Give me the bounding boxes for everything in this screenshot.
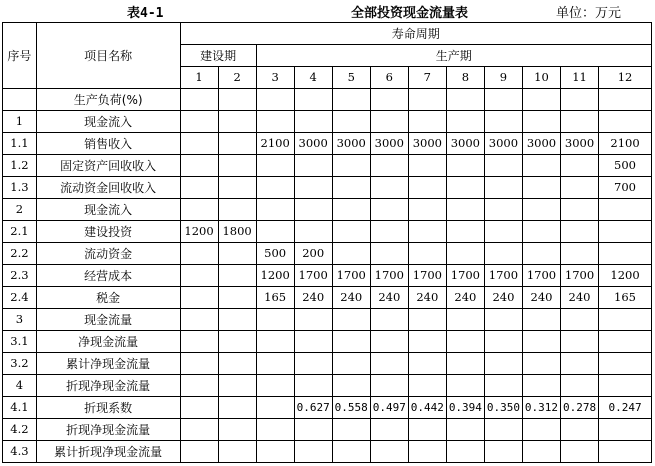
value-cell: 240 xyxy=(408,287,446,309)
value-cell xyxy=(599,111,652,133)
year-header: 2 xyxy=(218,67,256,89)
value-cell xyxy=(599,221,652,243)
table-row xyxy=(3,287,652,309)
year-header: 1 xyxy=(180,67,218,89)
value-cell xyxy=(256,221,294,243)
value-cell: 1700 xyxy=(332,265,370,287)
year-header: 10 xyxy=(522,67,560,89)
value-cell xyxy=(256,155,294,177)
value-cell xyxy=(180,309,218,331)
value-cell xyxy=(561,331,599,353)
value-cell: 240 xyxy=(446,287,484,309)
year-header: 4 xyxy=(294,67,332,89)
row-name: 现金流入 xyxy=(36,111,180,133)
value-cell xyxy=(370,89,408,111)
lifecycle-header: 寿命周期 xyxy=(180,23,651,45)
value-cell xyxy=(446,155,484,177)
value-cell xyxy=(256,177,294,199)
table-row xyxy=(3,243,652,265)
row-seq: 1.3 xyxy=(3,177,37,199)
value-cell xyxy=(332,111,370,133)
row-seq: 2.4 xyxy=(3,287,37,309)
value-cell xyxy=(370,309,408,331)
value-cell xyxy=(408,375,446,397)
value-cell: 0.350 xyxy=(484,397,522,419)
value-cell xyxy=(561,441,599,463)
value-cell: 200 xyxy=(294,243,332,265)
value-cell xyxy=(218,89,256,111)
value-cell: 0.247 xyxy=(599,397,652,419)
row-name: 现金流入 xyxy=(36,199,180,221)
value-cell xyxy=(294,155,332,177)
value-cell xyxy=(561,221,599,243)
value-cell: 1700 xyxy=(408,265,446,287)
cash-flow-table xyxy=(2,22,652,463)
value-cell: 0.558 xyxy=(332,397,370,419)
value-cell xyxy=(332,353,370,375)
value-cell xyxy=(294,375,332,397)
value-cell xyxy=(484,111,522,133)
year-header: 8 xyxy=(446,67,484,89)
row-seq: 2 xyxy=(3,199,37,221)
value-cell xyxy=(408,199,446,221)
row-seq: 2.1 xyxy=(3,221,37,243)
value-cell xyxy=(218,155,256,177)
value-cell xyxy=(561,375,599,397)
value-cell xyxy=(332,243,370,265)
value-cell xyxy=(446,177,484,199)
value-cell: 1800 xyxy=(218,221,256,243)
value-cell: 240 xyxy=(484,287,522,309)
value-cell xyxy=(332,309,370,331)
value-cell xyxy=(522,199,560,221)
value-cell: 2100 xyxy=(256,133,294,155)
value-cell: 240 xyxy=(370,287,408,309)
value-cell: 3000 xyxy=(332,133,370,155)
value-cell xyxy=(561,199,599,221)
value-cell xyxy=(370,331,408,353)
value-cell: 1700 xyxy=(446,265,484,287)
value-cell xyxy=(408,89,446,111)
row-seq: 1.1 xyxy=(3,133,37,155)
value-cell xyxy=(218,397,256,419)
value-cell xyxy=(408,419,446,441)
value-cell xyxy=(294,331,332,353)
value-cell: 3000 xyxy=(484,133,522,155)
value-cell xyxy=(294,89,332,111)
value-cell xyxy=(370,221,408,243)
value-cell xyxy=(218,199,256,221)
value-cell: 2100 xyxy=(599,133,652,155)
value-cell: 3000 xyxy=(408,133,446,155)
value-cell: 1700 xyxy=(522,265,560,287)
value-cell xyxy=(218,177,256,199)
table-body xyxy=(3,89,652,463)
value-cell xyxy=(180,397,218,419)
value-cell xyxy=(484,155,522,177)
value-cell xyxy=(218,287,256,309)
value-cell xyxy=(180,243,218,265)
value-cell xyxy=(256,331,294,353)
table-row xyxy=(3,265,652,287)
value-cell: 1200 xyxy=(180,221,218,243)
value-cell xyxy=(218,375,256,397)
table-row xyxy=(3,89,652,111)
row-name: 现金流量 xyxy=(36,309,180,331)
value-cell xyxy=(294,441,332,463)
value-cell xyxy=(256,419,294,441)
value-cell xyxy=(599,441,652,463)
row-seq: 4.2 xyxy=(3,419,37,441)
value-cell xyxy=(332,155,370,177)
value-cell: 3000 xyxy=(522,133,560,155)
value-cell xyxy=(408,221,446,243)
value-cell xyxy=(408,155,446,177)
header-row-lifecycle xyxy=(3,23,652,45)
value-cell xyxy=(256,111,294,133)
value-cell xyxy=(180,155,218,177)
value-cell xyxy=(599,331,652,353)
value-cell xyxy=(561,155,599,177)
value-cell xyxy=(522,441,560,463)
value-cell xyxy=(180,133,218,155)
value-cell: 0.394 xyxy=(446,397,484,419)
value-cell: 3000 xyxy=(294,133,332,155)
row-name: 折现净现金流量 xyxy=(36,419,180,441)
value-cell xyxy=(332,199,370,221)
value-cell xyxy=(180,331,218,353)
value-cell: 240 xyxy=(522,287,560,309)
value-cell xyxy=(180,89,218,111)
value-cell xyxy=(599,89,652,111)
value-cell xyxy=(180,287,218,309)
value-cell xyxy=(294,419,332,441)
value-cell xyxy=(522,221,560,243)
value-cell: 165 xyxy=(256,287,294,309)
value-cell xyxy=(294,199,332,221)
row-seq: 4.3 xyxy=(3,441,37,463)
value-cell xyxy=(408,331,446,353)
value-cell xyxy=(332,375,370,397)
value-cell xyxy=(446,111,484,133)
row-seq: 3 xyxy=(3,309,37,331)
value-cell xyxy=(370,243,408,265)
value-cell xyxy=(294,309,332,331)
value-cell xyxy=(294,111,332,133)
year-header: 9 xyxy=(484,67,522,89)
value-cell xyxy=(408,353,446,375)
table-title: 全部投资现金流量表 xyxy=(351,6,469,21)
value-cell xyxy=(180,177,218,199)
row-seq: 4.1 xyxy=(3,397,37,419)
value-cell xyxy=(561,353,599,375)
value-cell xyxy=(370,199,408,221)
row-name: 生产负荷(%) xyxy=(36,89,180,111)
value-cell xyxy=(484,441,522,463)
table-row xyxy=(3,111,652,133)
table-row xyxy=(3,309,652,331)
row-name: 累计净现金流量 xyxy=(36,353,180,375)
value-cell xyxy=(446,309,484,331)
value-cell xyxy=(180,441,218,463)
table-row xyxy=(3,441,652,463)
value-cell xyxy=(332,221,370,243)
value-cell xyxy=(561,177,599,199)
table-id: 表4-1 xyxy=(127,6,164,21)
value-cell xyxy=(370,375,408,397)
value-cell xyxy=(294,177,332,199)
value-cell xyxy=(484,199,522,221)
value-cell xyxy=(408,111,446,133)
value-cell xyxy=(332,331,370,353)
year-header: 6 xyxy=(370,67,408,89)
value-cell: 0.312 xyxy=(522,397,560,419)
value-cell xyxy=(180,111,218,133)
year-header: 11 xyxy=(561,67,599,89)
table-row xyxy=(3,221,652,243)
value-cell xyxy=(599,375,652,397)
value-cell xyxy=(522,419,560,441)
value-cell xyxy=(561,419,599,441)
value-cell xyxy=(599,309,652,331)
year-header: 7 xyxy=(408,67,446,89)
row-name: 建设投资 xyxy=(36,221,180,243)
value-cell xyxy=(256,309,294,331)
construction-header: 建设期 xyxy=(180,45,256,67)
value-cell xyxy=(218,133,256,155)
value-cell xyxy=(408,243,446,265)
value-cell xyxy=(484,177,522,199)
value-cell: 1700 xyxy=(484,265,522,287)
row-name: 净现金流量 xyxy=(36,331,180,353)
value-cell xyxy=(180,375,218,397)
row-seq: 3.1 xyxy=(3,331,37,353)
value-cell xyxy=(256,397,294,419)
value-cell: 0.278 xyxy=(561,397,599,419)
value-cell: 700 xyxy=(599,177,652,199)
value-cell: 165 xyxy=(599,287,652,309)
value-cell xyxy=(484,419,522,441)
value-cell xyxy=(218,353,256,375)
value-cell xyxy=(370,441,408,463)
value-cell xyxy=(256,199,294,221)
value-cell xyxy=(561,111,599,133)
value-cell xyxy=(522,375,560,397)
value-cell xyxy=(522,331,560,353)
value-cell xyxy=(484,243,522,265)
value-cell xyxy=(408,441,446,463)
row-name: 销售收入 xyxy=(36,133,180,155)
row-seq: 4 xyxy=(3,375,37,397)
value-cell xyxy=(256,89,294,111)
value-cell xyxy=(522,155,560,177)
value-cell xyxy=(218,441,256,463)
row-seq xyxy=(3,89,37,111)
row-name: 累计折现净现金流量 xyxy=(36,441,180,463)
value-cell xyxy=(561,309,599,331)
value-cell: 0.442 xyxy=(408,397,446,419)
value-cell xyxy=(446,199,484,221)
row-name: 折现净现金流量 xyxy=(36,375,180,397)
unit-label: 单位：万元 xyxy=(556,6,622,21)
value-cell xyxy=(446,243,484,265)
row-name: 流动资金回收收入 xyxy=(36,177,180,199)
value-cell xyxy=(446,331,484,353)
row-seq: 2.2 xyxy=(3,243,37,265)
value-cell xyxy=(522,353,560,375)
table-row xyxy=(3,177,652,199)
value-cell: 240 xyxy=(561,287,599,309)
value-cell xyxy=(256,375,294,397)
value-cell xyxy=(522,309,560,331)
value-cell: 3000 xyxy=(446,133,484,155)
value-cell xyxy=(294,221,332,243)
table-row xyxy=(3,331,652,353)
table-row xyxy=(3,397,652,419)
value-cell xyxy=(408,177,446,199)
value-cell xyxy=(522,243,560,265)
table-row xyxy=(3,199,652,221)
row-name: 折现系数 xyxy=(36,397,180,419)
value-cell xyxy=(370,419,408,441)
table-row xyxy=(3,419,652,441)
value-cell xyxy=(370,353,408,375)
year-header: 3 xyxy=(256,67,294,89)
production-header: 生产期 xyxy=(256,45,651,67)
value-cell: 0.627 xyxy=(294,397,332,419)
value-cell xyxy=(370,111,408,133)
table-row xyxy=(3,155,652,177)
row-seq: 1 xyxy=(3,111,37,133)
value-cell xyxy=(522,111,560,133)
value-cell xyxy=(561,89,599,111)
value-cell xyxy=(370,155,408,177)
value-cell xyxy=(218,309,256,331)
table-row xyxy=(3,133,652,155)
value-cell: 240 xyxy=(294,287,332,309)
value-cell xyxy=(446,353,484,375)
value-cell xyxy=(180,353,218,375)
row-name: 税金 xyxy=(36,287,180,309)
document-header xyxy=(0,0,655,22)
value-cell xyxy=(599,353,652,375)
value-cell xyxy=(218,243,256,265)
row-name: 经营成本 xyxy=(36,265,180,287)
value-cell xyxy=(599,199,652,221)
value-cell: 1200 xyxy=(256,265,294,287)
value-cell xyxy=(256,353,294,375)
value-cell xyxy=(256,441,294,463)
value-cell xyxy=(484,375,522,397)
row-name: 流动资金 xyxy=(36,243,180,265)
value-cell: 1200 xyxy=(599,265,652,287)
value-cell xyxy=(218,111,256,133)
value-cell: 1700 xyxy=(561,265,599,287)
value-cell: 1700 xyxy=(370,265,408,287)
value-cell xyxy=(218,265,256,287)
row-seq: 3.2 xyxy=(3,353,37,375)
row-name: 固定资产回收收入 xyxy=(36,155,180,177)
value-cell: 500 xyxy=(599,155,652,177)
seq-header: 序号 xyxy=(3,23,37,89)
value-cell: 0.497 xyxy=(370,397,408,419)
table-row xyxy=(3,375,652,397)
value-cell xyxy=(294,353,332,375)
value-cell xyxy=(180,419,218,441)
year-header: 5 xyxy=(332,67,370,89)
value-cell xyxy=(446,441,484,463)
value-cell xyxy=(522,89,560,111)
value-cell xyxy=(446,375,484,397)
value-cell: 3000 xyxy=(561,133,599,155)
value-cell xyxy=(484,331,522,353)
value-cell xyxy=(218,419,256,441)
value-cell xyxy=(484,353,522,375)
table-row xyxy=(3,353,652,375)
value-cell xyxy=(522,177,560,199)
value-cell xyxy=(446,89,484,111)
value-cell xyxy=(561,243,599,265)
value-cell xyxy=(332,441,370,463)
value-cell xyxy=(370,177,408,199)
value-cell: 500 xyxy=(256,243,294,265)
value-cell: 240 xyxy=(332,287,370,309)
value-cell: 1700 xyxy=(294,265,332,287)
value-cell xyxy=(180,199,218,221)
year-header: 12 xyxy=(599,67,652,89)
value-cell xyxy=(446,419,484,441)
value-cell xyxy=(218,331,256,353)
value-cell xyxy=(332,89,370,111)
value-cell xyxy=(180,265,218,287)
row-seq: 2.3 xyxy=(3,265,37,287)
value-cell xyxy=(332,419,370,441)
value-cell xyxy=(484,89,522,111)
value-cell xyxy=(599,243,652,265)
value-cell xyxy=(332,177,370,199)
value-cell xyxy=(599,419,652,441)
value-cell xyxy=(408,309,446,331)
value-cell xyxy=(484,221,522,243)
value-cell xyxy=(446,221,484,243)
value-cell xyxy=(484,309,522,331)
value-cell: 3000 xyxy=(370,133,408,155)
name-header: 项目名称 xyxy=(36,23,180,89)
row-seq: 1.2 xyxy=(3,155,37,177)
